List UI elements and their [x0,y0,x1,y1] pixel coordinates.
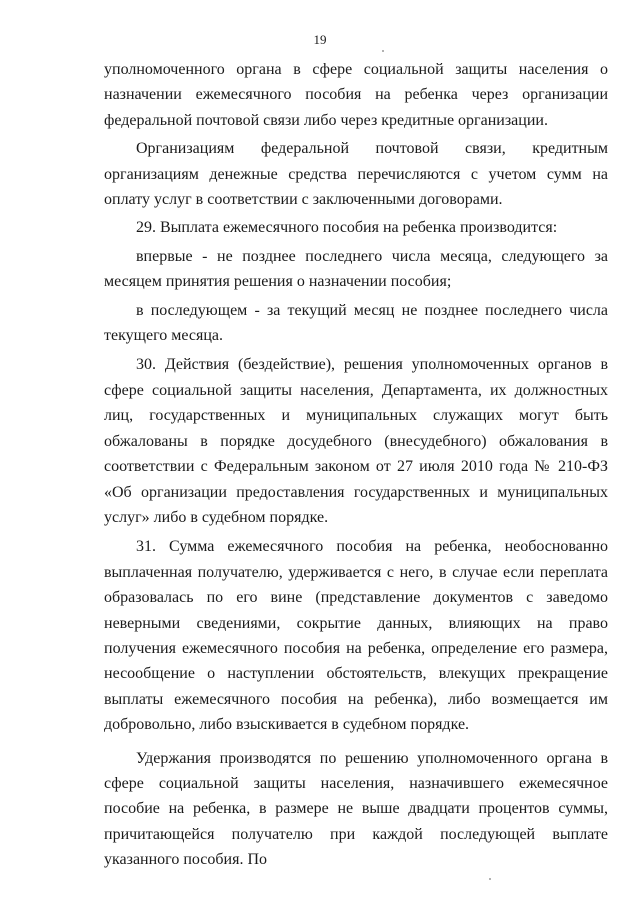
paragraph-postal-organizations: Организациям федеральной почтовой связи, кредитным организациям денежные средства перечисляются с учетом сумм на оплату услуг в соответствии с заключенными договорами. [104,140,608,209]
document-body [104,57,608,873]
paragraph-withholding: Удержания производятся по решению уполномоченного органа в сфере социальной защиты населения, назначившего ежемесячное пособие на ребенка, в размере не выше двадцати процентов суммы, причитающейся получателю при каждой последующей выплате указанного пособия. По [104,749,608,869]
paragraph-item-30: 30. Действия (бездействие), решения уполномоченных органов в сфере социальной защиты населения, Департамента, их должностных лиц, государственных и муниципальных служащих могут быть обжалованы в порядке досудебного (внесудебного) обжалования в соответствии с Федеральным законом от 27 июля 2010 года № 210-ФЗ «Об организации предоставления государственных и муниципальных услуг» либо в судебном порядке. [104,356,608,526]
paragraph-first-payment: впервые - не позднее последнего числа месяца, следующего за месяцем принятия решения о назначении пособия; [104,247,608,291]
page-number: 19 [313,32,327,47]
paragraph-continuation: уполномоченного органа в сфере социальной защиты населения о назначении ежемесячного пособия на ребенка через организации федеральной почтовой связи либо через кредитные организации. [104,61,608,129]
scan-speck [382,50,384,52]
paragraph-item-31: 31. Сумма ежемесячного пособия на ребенка, необоснованно выплаченная получателю, удерживается с него, в случае если переплата образовалась по его вине (представление документов с заведомо неверными сведениями, сокрытие данных, влияющих на право получения ежемесячного пособия на ребенка, определение его размера, несообщение о наступлении обстоятельств, влекущих прекращение выплаты ежемесячного пособия на ребенка), либо возмещается им добровольно, либо взыскивается в судебном порядке. [104,538,608,734]
scan-speck [489,878,491,880]
paragraph-item-29: 29. Выплата ежемесячного пособия на ребенка производится: [136,219,558,237]
paragraph-subsequent-payment: в последующем - за текущий месяц не позднее последнего числа текущего месяца. [104,301,608,345]
